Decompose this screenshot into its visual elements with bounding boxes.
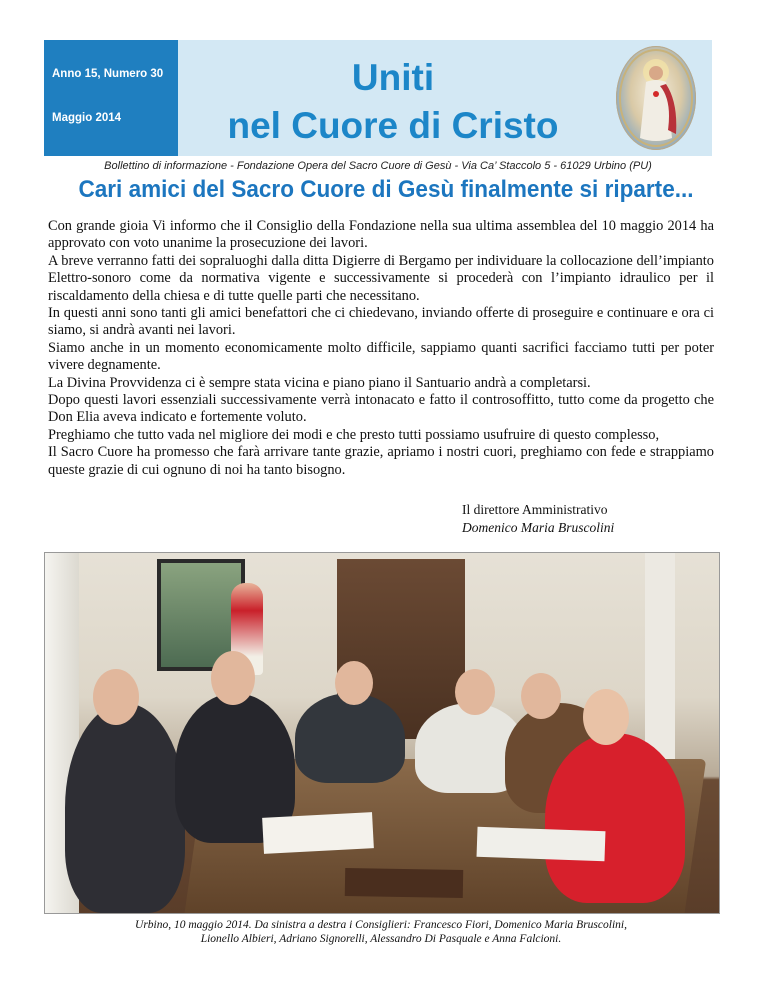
photo-person-head bbox=[583, 689, 629, 745]
article-paragraph: Preghiamo che tutto vada nel migliore dei modi e che presto tutti possiamo usufruire di questo complesso, bbox=[48, 426, 660, 443]
photo-person-head bbox=[93, 669, 139, 725]
newsletter-title-line1: Uniti bbox=[351, 57, 435, 98]
article-paragraph: In questi anni sono tanti gli amici benefattori che ci chiedevano, inviando offerte di proseguire e continuare e ora ci siamo, si andrà avanti nei lavori. bbox=[48, 305, 714, 339]
article-paragraph: Dopo questi lavori essenziali successivamente verrà intonacato e fatto il controsoffitto, tutto come da progetto che Don Elia aveva indicato e fortemente voluto. bbox=[48, 392, 714, 426]
issue-date: Maggio 2014 bbox=[52, 112, 122, 124]
article-paragraph: La Divina Provvidenza ci è sempre stata vicina e piano piano il Santuario andrà a completarsi. bbox=[48, 374, 591, 391]
photo-person-head bbox=[521, 673, 561, 719]
signature-role: Il direttore Amministrativo bbox=[462, 502, 608, 517]
photo-person bbox=[295, 693, 405, 783]
signature-name: Domenico Maria Bruscolini bbox=[462, 520, 615, 535]
photo-person-head bbox=[335, 661, 373, 705]
photo-folder bbox=[345, 868, 463, 898]
article-paragraph: Siamo anche in un momento economicamente molto difficile, sappiamo quanti sacrifici facciamo tutti per poter vivere degnamente. bbox=[48, 339, 714, 374]
article-paragraph: Con grande gioia Vi informo che il Consiglio della Fondazione nella sua ultima assemblea del 10 maggio 2014 ha approvato con voto unanime la prosecuzione dei lavori. bbox=[48, 218, 714, 252]
photo-papers bbox=[477, 827, 606, 861]
council-photo bbox=[44, 552, 720, 914]
signature-block bbox=[462, 501, 614, 537]
newsletter-subtitle: Bollettino di informazione - Fondazione Opera del Sacro Cuore di Gesù - Via Ca’ Staccolo 5 - 61029 Urbino (PU) bbox=[104, 160, 652, 172]
issue-box bbox=[44, 40, 178, 156]
sacred-heart-figure bbox=[616, 46, 696, 150]
caption-line: Lionello Albieri, Adriano Signorelli, Alessandro Di Pasquale e Anna Falcioni. bbox=[200, 933, 562, 945]
photo-person-head bbox=[211, 651, 255, 705]
article-paragraph: A breve verranno fatti dei sopraluoghi dalla ditta Digierre di Bergamo per individuare la collocazione dell’impianto Elettro-sonoro come da normativa vigente e successivamente si procederà con l’impianto idraulico per il riscaldamento della chiesa e di tutte quelle parti che necessitano. bbox=[48, 252, 714, 304]
article-headline: Cari amici del Sacro Cuore di Gesù finalmente si riparte... bbox=[78, 176, 694, 203]
issue-number: Anno 15, Numero 30 bbox=[52, 68, 164, 80]
sacred-heart-image bbox=[616, 46, 696, 150]
article-paragraph: Il Sacro Cuore ha promesso che farà arrivare tante grazie, apriamo i nostri cuori, preghiamo con fede e strappiamo queste grazie di cui ognuno di noi ha tanto bisogno. bbox=[48, 444, 714, 478]
masthead bbox=[44, 40, 712, 156]
photo-person-head bbox=[455, 669, 495, 715]
article-body bbox=[48, 218, 714, 479]
newsletter-title-line2: nel Cuore di Cristo bbox=[227, 105, 559, 146]
photo-person bbox=[65, 703, 185, 913]
photo-papers bbox=[262, 812, 374, 854]
photo-person bbox=[545, 733, 685, 903]
caption-line: Urbino, 10 maggio 2014. Da sinistra a destra i Consiglieri: Francesco Fiori, Domenico Maria Bruscolini, bbox=[135, 919, 627, 931]
photo-caption bbox=[44, 918, 718, 946]
